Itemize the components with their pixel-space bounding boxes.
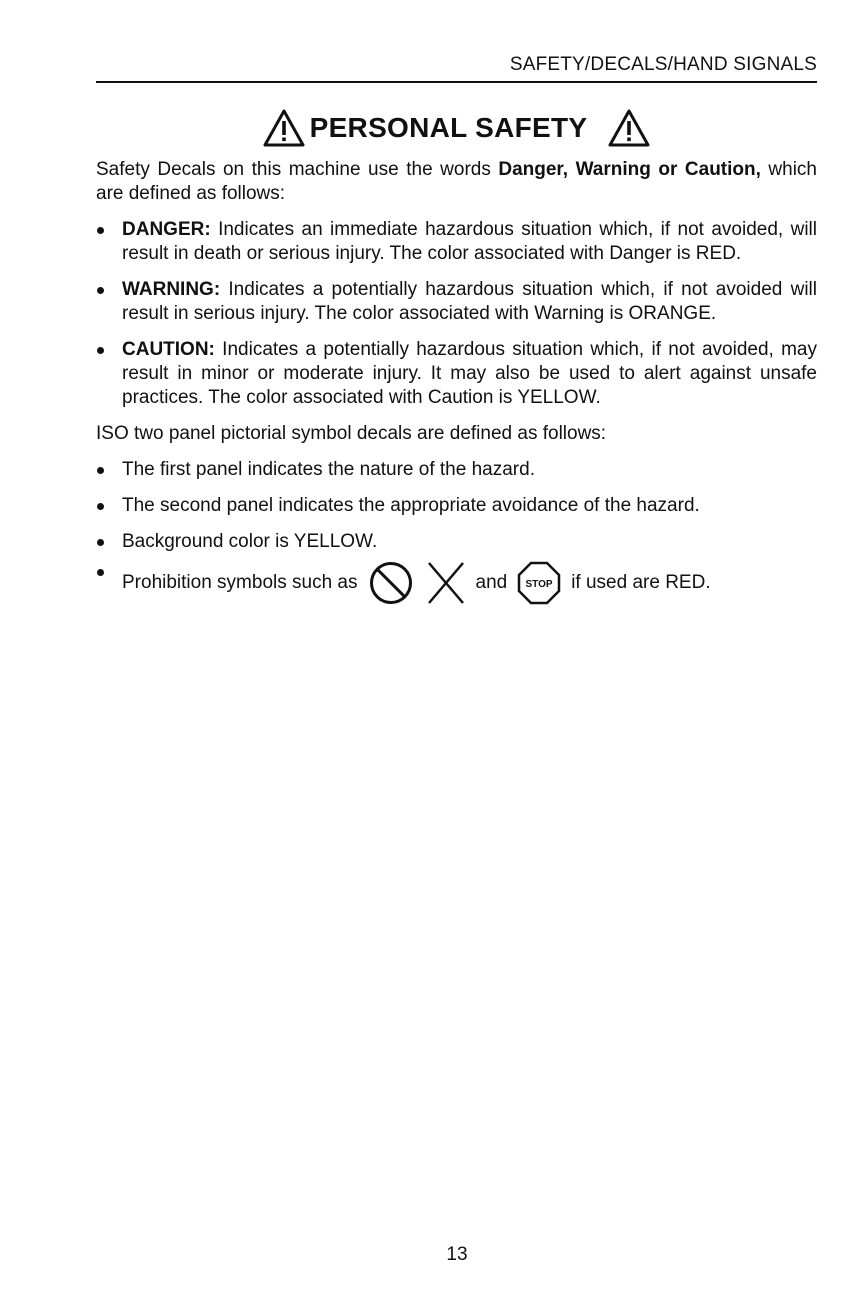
prohibition-text: Prohibition symbols such as (122, 572, 358, 593)
page-title-text: PERSONAL SAFETY (309, 112, 588, 143)
iso-point-list (96, 458, 817, 606)
section-title: SAFETY/DECALS/HAND SIGNALS (509, 54, 817, 75)
iso-intro-paragraph: ISO two panel pictorial symbol decals are defined as follows: (96, 423, 607, 444)
stop-sign-icon (517, 561, 561, 605)
warning-definition: Indicates a potentially hazardous situation which, if not avoided will result in serious injury. The color associated with Warning is ORANGE. (122, 279, 817, 324)
stop-label: STOP (525, 579, 553, 590)
intro-bold-words: Danger, Warning or Caution, (498, 159, 761, 180)
warning-triangle-icon (607, 108, 651, 148)
caution-term: CAUTION: (122, 339, 215, 360)
danger-term: DANGER: (122, 219, 211, 240)
intro-paragraph (96, 158, 817, 206)
caution-definition: Indicates a potentially hazardous situation which, if not avoided, may result in minor or moderate injury. It may also be used to alert against unsafe practices. The color associated with Caution is YELLOW. (122, 339, 817, 408)
warning-triangle-icon (262, 108, 306, 148)
list-item: Background color is YELLOW. (96, 530, 817, 554)
danger-definition: Indicates an immediate hazardous situation which, if not avoided, will result in death or serious injury. The color associated with Danger is RED. (122, 219, 817, 264)
list-item-prohibition (96, 560, 817, 606)
document-body (96, 158, 817, 618)
section-header (96, 54, 817, 83)
prohibition-circle-icon (368, 560, 414, 606)
prohibition-text-end: if used are RED. (571, 572, 711, 593)
and-word: and (475, 572, 508, 593)
list-item-danger (96, 218, 817, 266)
page-title (96, 108, 817, 148)
intro-text-end: which are defined as follows: (96, 159, 817, 204)
signal-word-list (96, 218, 817, 410)
warning-term: WARNING: (122, 279, 221, 300)
x-cross-icon (426, 560, 466, 606)
list-item-caution (96, 338, 817, 410)
list-item: The first panel indicates the nature of the hazard. (96, 458, 817, 482)
list-item-warning (96, 278, 817, 326)
list-item: The second panel indicates the appropriate avoidance of the hazard. (96, 494, 817, 518)
page-number: 13 (446, 1244, 468, 1265)
intro-text: Safety Decals on this machine use the words (96, 159, 499, 180)
